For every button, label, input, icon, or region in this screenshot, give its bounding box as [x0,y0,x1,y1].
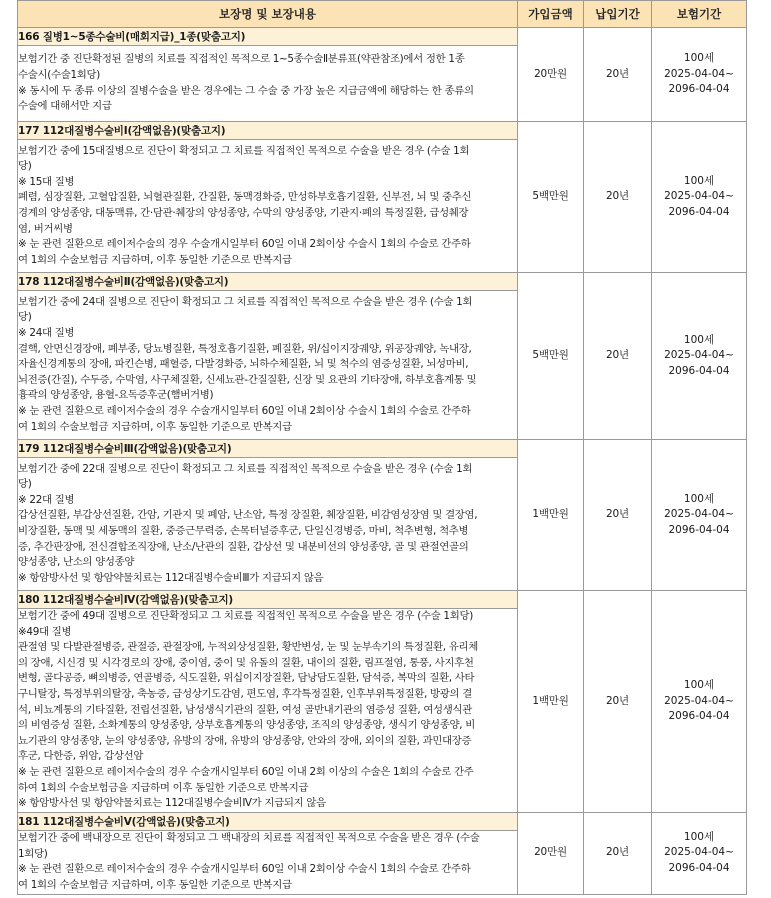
description-line: 수술에 대해서만 지급 [18,100,112,113]
description-line: 보험기간 중에 22대 질병으로 진단이 확정되고 그 치료를 직접적인 목적으로 수술을 받은 경우 (수술 1회 [18,462,473,475]
coverage-title: 178 112대질병수술비Ⅱ(감액없음)(맞춤고지) [18,273,518,291]
coverage-amount: 1백만원 [518,591,584,813]
description-line: 비장질환, 동맥 및 세동맥의 질환, 중증근무력증, 손목터널증후군, 단일신경병증, 마비, 척추변형, 척추병 [18,525,469,537]
description-line: 당) [18,478,32,491]
description-line: 의 장애, 시신경 및 시각경로의 장애, 중이염, 중이 및 유돌의 질환, 내이의 질환, 림프절염, 통풍, 사지후천 [18,656,474,669]
description-line: 자율신경계통의 장애, 파킨슨병, 패혈증, 다발경화증, 뇌하수체질환, 뇌 및 척수의 염증성질환, 뇌성마비, [18,358,469,371]
coverage-period-end: 2096-04-04 [668,861,730,874]
description-line: ※ 15대 질병 [18,175,75,188]
coverage-period-end: 2096-04-04 [668,83,730,96]
coverage-period-age: 100세 [683,679,715,692]
pay-period: 20년 [584,440,652,591]
description-line: 후군, 다한증, 위암, 갑상선암 [18,750,144,763]
description-line: 보험기간 중 진단확정된 질병의 치료를 직접적인 목적으로 1~5종수술Ⅱ분류표(약관참조)에서 정한 1종 [18,53,465,66]
description-line: ※ 24대 질병 [18,327,75,340]
coverage-title-row [18,591,747,609]
header-pay-period: 납입기간 [584,1,652,28]
description-line: 의 비염증성 질환, 소화계통의 양성종양, 상부호흡계통의 양성종양, 조직의 양성종양, 생식기 양성종양, 비 [18,719,476,732]
table-header-row [18,1,747,28]
coverage-period-age: 100세 [683,830,715,843]
description-line: ※49대 질병 [18,625,72,638]
coverage-description [18,46,518,122]
description-line: 여 1회의 수술보험금 지급하며, 이후 동일한 기준으로 반복지급 [18,878,292,891]
description-line: 보험기간 중에 15대질병으로 진단이 확정되고 그 치료를 직접적인 목적으로 수술을 받은 경우 (수술 1회 [18,144,470,157]
coverage-description [18,830,518,894]
coverage-title-row [18,28,747,46]
coverage-amount: 20만원 [518,28,584,122]
description-line: 뇌전증(간질), 수두증, 수막염, 사구체질환, 신세뇨관-간질질환, 신장 및 요관의 기타장애, 하부호흡계통 및 [18,373,477,386]
coverage-period-end: 2096-04-04 [668,523,730,536]
description-line: 보험기간 중에 49대 질병으로 진단확정되고 그 치료를 직접적인 목적으로 수술을 받은 경우 (수술 1회당) [18,610,473,622]
coverage-title: 166 질병1~5종수술비(매회지급)_1종(맞춤고지) [18,28,518,46]
description-line: ※ 눈 관련 질환으로 레이저수술의 경우 수술개시일부터 60일 이내 2회 이상의 수술은 1회의 수술로 간주 [18,765,474,778]
description-line: ※ 눈 관련 질환으로 레이저수술의 경우 수술개시일부터 60일 이내 2회이상 수술시 1회의 수술로 간주하 [18,404,471,417]
coverage-period-start: 2025-04-04~ [664,190,734,203]
coverage-period-start: 2025-04-04~ [664,349,734,362]
description-line: 뇨기관의 양성종양, 눈의 양성종양, 유방의 장애, 유방의 양성종양, 안와의 장애, 외이의 질환, 과민대장증 [18,734,472,747]
description-line: ※ 눈 관련 질환으로 레이저수술의 경우 수술개시일부터 60일 이내 2회이상 수술시 1회의 수술로 간주하 [18,863,471,876]
coverage-amount: 1백만원 [518,440,584,591]
coverage-title-row [18,812,747,830]
description-line: 여 1회의 수술보험금 지급하며, 이후 동일한 기준으로 반복지급 [18,420,292,433]
coverage-period [652,591,747,813]
coverage-period [652,440,747,591]
description-line: 석, 비뇨계통의 기타질환, 전립선질환, 남성생식기관의 질환, 여성 골반내기관의 염증성 질환, 여성생식관 [18,703,473,716]
description-line: 양성종양, 난소의 양성종양 [18,556,135,569]
description-line: 관절염 및 다발관절병증, 관절증, 관절장애, 누적외상성질환, 황반변성, 눈 및 눈부속기의 특정질환, 유리체 [18,641,479,654]
coverage-amount: 5백만원 [518,122,584,273]
pay-period: 20년 [584,28,652,122]
coverage-title-row [18,440,747,458]
coverage-table [17,0,747,895]
description-line: 수술시(수술1회당) [18,68,100,81]
coverage-description [18,609,518,813]
description-line: 변형, 골다공증, 뼈의병증, 연골병증, 식도질환, 위십이지장질환, 담낭담도질환, 담석증, 복막의 질환, 사타 [18,672,475,685]
description-line: 염, 버거씨병 [18,222,73,235]
coverage-description [18,458,518,591]
table-body [18,28,747,895]
coverage-period-end: 2096-04-04 [668,710,730,723]
coverage-period-start: 2025-04-04~ [664,67,734,80]
coverage-title: 179 112대질병수술비Ⅲ(감액없음)(맞춤고지) [18,440,518,458]
coverage-description [18,291,518,440]
header-coverage-period: 보험기간 [652,1,747,28]
description-line: 흉곽의 양성종양, 용혈-요독증후군(햄버거병) [18,389,214,402]
coverage-period [652,122,747,273]
description-line: ※ 항암방사선 및 항암약물치료는 112대질병수술비Ⅲ가 지급되지 않음 [18,571,324,584]
pay-period: 20년 [584,812,652,894]
pay-period: 20년 [584,122,652,273]
header-name: 보장명 및 보장내용 [18,1,518,28]
coverage-period-age: 100세 [683,52,715,65]
coverage-period-age: 100세 [683,492,715,505]
coverage-amount: 5백만원 [518,273,584,440]
description-line: 결핵, 안면신경장애, 폐부종, 당뇨병질환, 특정호흡기질환, 폐질환, 위/십이지장궤양, 위공장궤양, 녹내장, [18,342,472,355]
coverage-title-row [18,122,747,140]
description-line: 보험기간 중에 24대 질병으로 진단이 확정되고 그 치료를 직접적인 목적으로 수술을 받은 경우 (수술 1회 [18,295,473,308]
coverage-title: 180 112대질병수술비Ⅳ(감액없음)(맞춤고지) [18,591,518,609]
description-line: 여 1회의 수술보험금 지급하며, 이후 동일한 기준으로 반복지급 [18,253,292,266]
description-line: 갑상선질환, 부갑상선질환, 간암, 기관지 및 폐암, 난소암, 특정 장질환, 췌장질환, 비감염성장염 및 결장염, [18,509,478,522]
description-line: ※ 눈 관련 질환으로 레이저수술의 경우 수술개시일부터 60일 이내 2회이상 수술시 1회의 수술로 간주하 [18,238,471,251]
description-line: 폐렴, 심장질환, 고혈압질환, 뇌혈관질환, 간질환, 동맥경화증, 만성하부호흡기질환, 신부전, 뇌 및 중추신 [18,191,472,204]
coverage-period-age: 100세 [683,333,715,346]
description-line: 1회당) [18,847,48,860]
description-line: 보험기간 중에 백내장으로 진단이 확정되고 그 백내장의 치료를 직접적인 목적으로 수술을 받은 경우 (수술 [18,832,480,845]
description-line: ※ 동시에 두 종류 이상의 질병수술을 받은 경우에는 그 수술 중 가장 높은 지급금액에 해당하는 한 종류의 [18,84,474,97]
description-line: ※ 항암방사선 및 항암약물치료는 112대질병수술비Ⅳ가 지급되지 않음 [18,797,326,810]
coverage-period [652,273,747,440]
coverage-period [652,812,747,894]
description-line: 당) [18,160,32,173]
coverage-title-row [18,273,747,291]
header-amount: 가입금액 [518,1,584,28]
pay-period: 20년 [584,273,652,440]
coverage-title: 177 112대질병수술비Ⅰ(감액없음)(맞춤고지) [18,122,518,140]
description-line: 하여 1회의 수술보험금을 지급하며 이후 동일한 기준으로 반복지급 [18,781,309,794]
coverage-period-end: 2096-04-04 [668,364,730,377]
description-line: 증, 추간판장애, 전신결합조직장애, 난소/난관의 질환, 갑상선 및 내분비선의 양성종양, 골 및 관절연골의 [18,540,469,553]
description-line: ※ 22대 질병 [18,493,75,506]
pay-period: 20년 [584,591,652,813]
coverage-period-start: 2025-04-04~ [664,694,734,707]
coverage-period-start: 2025-04-04~ [664,508,734,521]
coverage-amount: 20만원 [518,812,584,894]
description-line: 경계의 양성종양, 대동맥류, 간·담관·췌장의 양성종양, 수막의 양성종양, 기관지·폐의 특정질환, 급성췌장 [18,207,469,219]
coverage-title: 181 112대질병수술비Ⅴ(감액없음)(맞춤고지) [18,812,518,830]
coverage-period-start: 2025-04-04~ [664,846,734,859]
coverage-period-end: 2096-04-04 [668,205,730,218]
description-line: 구니탈장, 특정부위의탈장, 축농증, 급성상기도감염, 편도염, 후각특정질환, 인후부위특정질환, 방광의 결 [18,687,473,700]
coverage-period-age: 100세 [683,174,715,187]
description-line: 당) [18,311,32,324]
coverage-description [18,140,518,273]
coverage-period [652,28,747,122]
